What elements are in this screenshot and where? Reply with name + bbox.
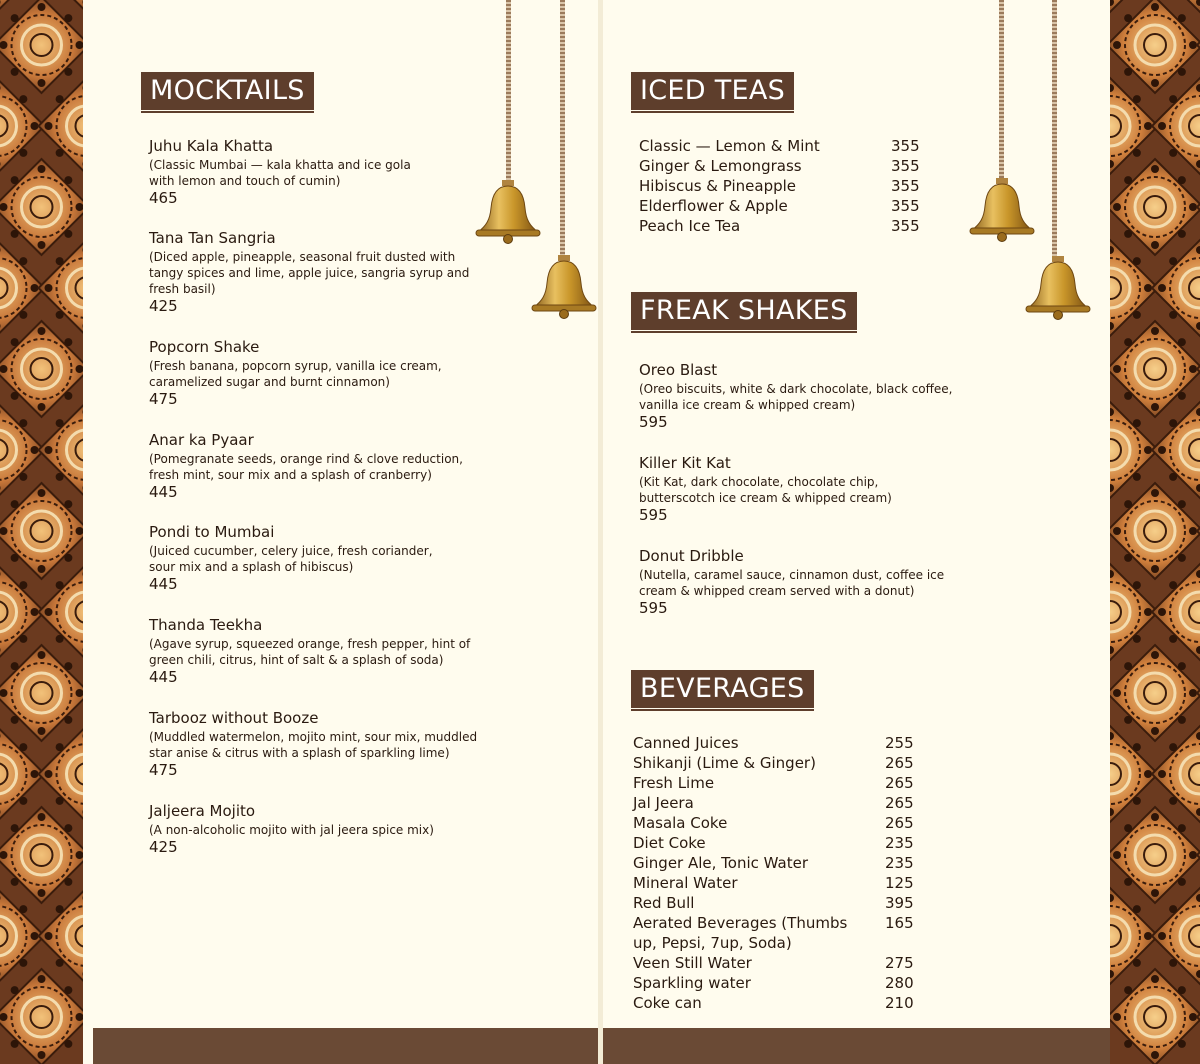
- list-item: [633, 733, 925, 753]
- item-price: 235: [885, 834, 914, 852]
- list-item: [639, 136, 931, 156]
- bell-chain: [560, 0, 565, 258]
- item-description: (Juiced cucumber, celery juice, fresh coriander, sour mix and a splash of hibiscus): [149, 544, 433, 574]
- item-name: Ginger & Lemongrass: [639, 157, 802, 175]
- item-name: Tarbooz without Booze: [149, 709, 319, 727]
- item-name: Masala Coke: [633, 814, 728, 832]
- item-price: 595: [639, 506, 668, 524]
- footer-band-left: [93, 1028, 598, 1064]
- item-price: 255: [885, 734, 914, 752]
- item-name: Killer Kit Kat: [639, 454, 731, 472]
- item-name: Coke can: [633, 994, 702, 1012]
- freak-shakes-heading: FREAK SHAKES: [631, 292, 857, 330]
- item-name: Red Bull: [633, 894, 695, 912]
- list-item: [639, 176, 931, 196]
- item-description: (Muddled watermelon, mojito mint, sour mix, muddled star anise & citrus with a splash of sparkling lime): [149, 730, 478, 760]
- page-gutter: [598, 0, 603, 1064]
- item-name: Classic — Lemon & Mint: [639, 137, 820, 155]
- item-name: Hibiscus & Pineapple: [639, 177, 797, 195]
- item-name: Veen Still Water: [633, 954, 752, 972]
- menu-item: [149, 616, 489, 686]
- list-item: [639, 216, 931, 236]
- list-item: [633, 813, 925, 833]
- menu-item: [149, 229, 489, 315]
- beverages-heading: BEVERAGES: [631, 670, 814, 708]
- menu-item: [149, 523, 489, 593]
- item-name: Aerated Beverages (Thumbs up, Pepsi, 7up, Soda): [633, 914, 848, 952]
- item-price: 425: [149, 838, 178, 856]
- menu-item: [149, 802, 489, 856]
- item-name: Juhu Kala Khatta: [149, 137, 274, 155]
- item-name: Donut Dribble: [639, 547, 744, 565]
- iced-teas-heading: ICED TEAS: [631, 72, 794, 110]
- bell-chain: [999, 0, 1004, 184]
- item-description: (Oreo biscuits, white & dark chocolate, black coffee, vanilla ice cream & whipped cream): [639, 382, 953, 412]
- item-price: 445: [149, 483, 178, 501]
- item-description: (Classic Mumbai — kala khatta and ice gola with lemon and touch of cumin): [149, 158, 411, 188]
- menu-item: [149, 338, 489, 408]
- list-item: [633, 833, 925, 853]
- item-name: Mineral Water: [633, 874, 738, 892]
- item-price: 355: [891, 217, 920, 235]
- list-item: [633, 753, 925, 773]
- item-description: (Pomegranate seeds, orange rind & clove reduction, fresh mint, sour mix and a splash of cranberry): [149, 452, 463, 482]
- menu-item: [149, 709, 489, 779]
- item-price: 395: [885, 894, 914, 912]
- list-item: [639, 156, 931, 176]
- item-price: 475: [149, 390, 178, 408]
- left-mandala-pattern: [0, 0, 83, 1064]
- list-item: [633, 773, 925, 793]
- menu-item: [149, 137, 489, 207]
- item-price: 235: [885, 854, 914, 872]
- list-item: [633, 873, 925, 893]
- list-item: [639, 196, 931, 216]
- item-price: 355: [891, 137, 920, 155]
- item-price: 280: [885, 974, 914, 992]
- bell-chain: [1052, 0, 1057, 258]
- iced-teas-list: [639, 136, 931, 236]
- item-name: Canned Juices: [633, 734, 739, 752]
- item-price: 465: [149, 189, 178, 207]
- item-name: Shikanji (Lime & Ginger): [633, 754, 816, 772]
- item-price: 355: [891, 157, 920, 175]
- item-description: (Agave syrup, squeezed orange, fresh pepper, hint of green chili, citrus, hint of salt & a splash of soda): [149, 637, 471, 667]
- bell-icon: [1024, 252, 1092, 326]
- item-description: (Diced apple, pineapple, seasonal fruit dusted with tangy spices and lime, apple juice, sangria syrup and fresh basil): [149, 250, 470, 296]
- list-item: [633, 793, 925, 813]
- menu-item: [639, 361, 979, 431]
- item-name: Sparkling water: [633, 974, 751, 992]
- item-price: 125: [885, 874, 914, 892]
- item-price: 275: [885, 954, 914, 972]
- item-name: Diet Coke: [633, 834, 706, 852]
- item-name: Jal Jeera: [633, 794, 694, 812]
- menu-item: [639, 454, 979, 524]
- item-description: (Kit Kat, dark chocolate, chocolate chip, butterscotch ice cream & whipped cream): [639, 475, 892, 505]
- footer-band-right: [603, 1028, 1110, 1064]
- bell-icon: [530, 250, 598, 326]
- list-item: [633, 953, 925, 973]
- beverages-list: [633, 733, 925, 1013]
- item-description: (A non-alcoholic mojito with jal jeera spice mix): [149, 823, 434, 837]
- item-price: 445: [149, 575, 178, 593]
- item-name: Ginger Ale, Tonic Water: [633, 854, 808, 872]
- item-price: 165: [885, 914, 914, 932]
- list-item: [633, 853, 925, 873]
- item-description: (Nutella, caramel sauce, cinnamon dust, coffee ice cream & whipped cream served with a donut): [639, 568, 945, 598]
- item-price: 595: [639, 599, 668, 617]
- item-description: (Fresh banana, popcorn syrup, vanilla ice cream, caramelized sugar and burnt cinnamon): [149, 359, 442, 389]
- item-name: Pondi to Mumbai: [149, 523, 275, 541]
- item-price: 355: [891, 197, 920, 215]
- item-price: 265: [885, 814, 914, 832]
- item-name: Jaljeera Mojito: [149, 802, 256, 820]
- item-name: Elderflower & Apple: [639, 197, 788, 215]
- item-price: 265: [885, 794, 914, 812]
- mocktails-heading: MOCKTAILS: [141, 72, 314, 110]
- item-name: Fresh Lime: [633, 774, 715, 792]
- bell-icon: [968, 176, 1036, 246]
- item-price: 265: [885, 774, 914, 792]
- item-price: 445: [149, 668, 178, 686]
- item-name: Tana Tan Sangria: [149, 229, 276, 247]
- list-item: [633, 893, 925, 913]
- menu-item: [149, 431, 489, 501]
- item-name: Anar ka Pyaar: [149, 431, 254, 449]
- list-item: [633, 993, 925, 1013]
- item-price: 425: [149, 297, 178, 315]
- item-price: 265: [885, 754, 914, 772]
- menu-item: [639, 547, 979, 617]
- item-price: 210: [885, 994, 914, 1012]
- item-name: Oreo Blast: [639, 361, 718, 379]
- item-name: Popcorn Shake: [149, 338, 260, 356]
- item-name: Thanda Teekha: [149, 616, 263, 634]
- list-item: [633, 973, 925, 993]
- list-item: [633, 913, 925, 953]
- item-price: 475: [149, 761, 178, 779]
- item-price: 595: [639, 413, 668, 431]
- item-price: 355: [891, 177, 920, 195]
- bell-chain: [506, 0, 511, 190]
- bell-icon: [474, 178, 542, 248]
- item-name: Peach Ice Tea: [639, 217, 741, 235]
- right-mandala-pattern: [1110, 0, 1200, 1064]
